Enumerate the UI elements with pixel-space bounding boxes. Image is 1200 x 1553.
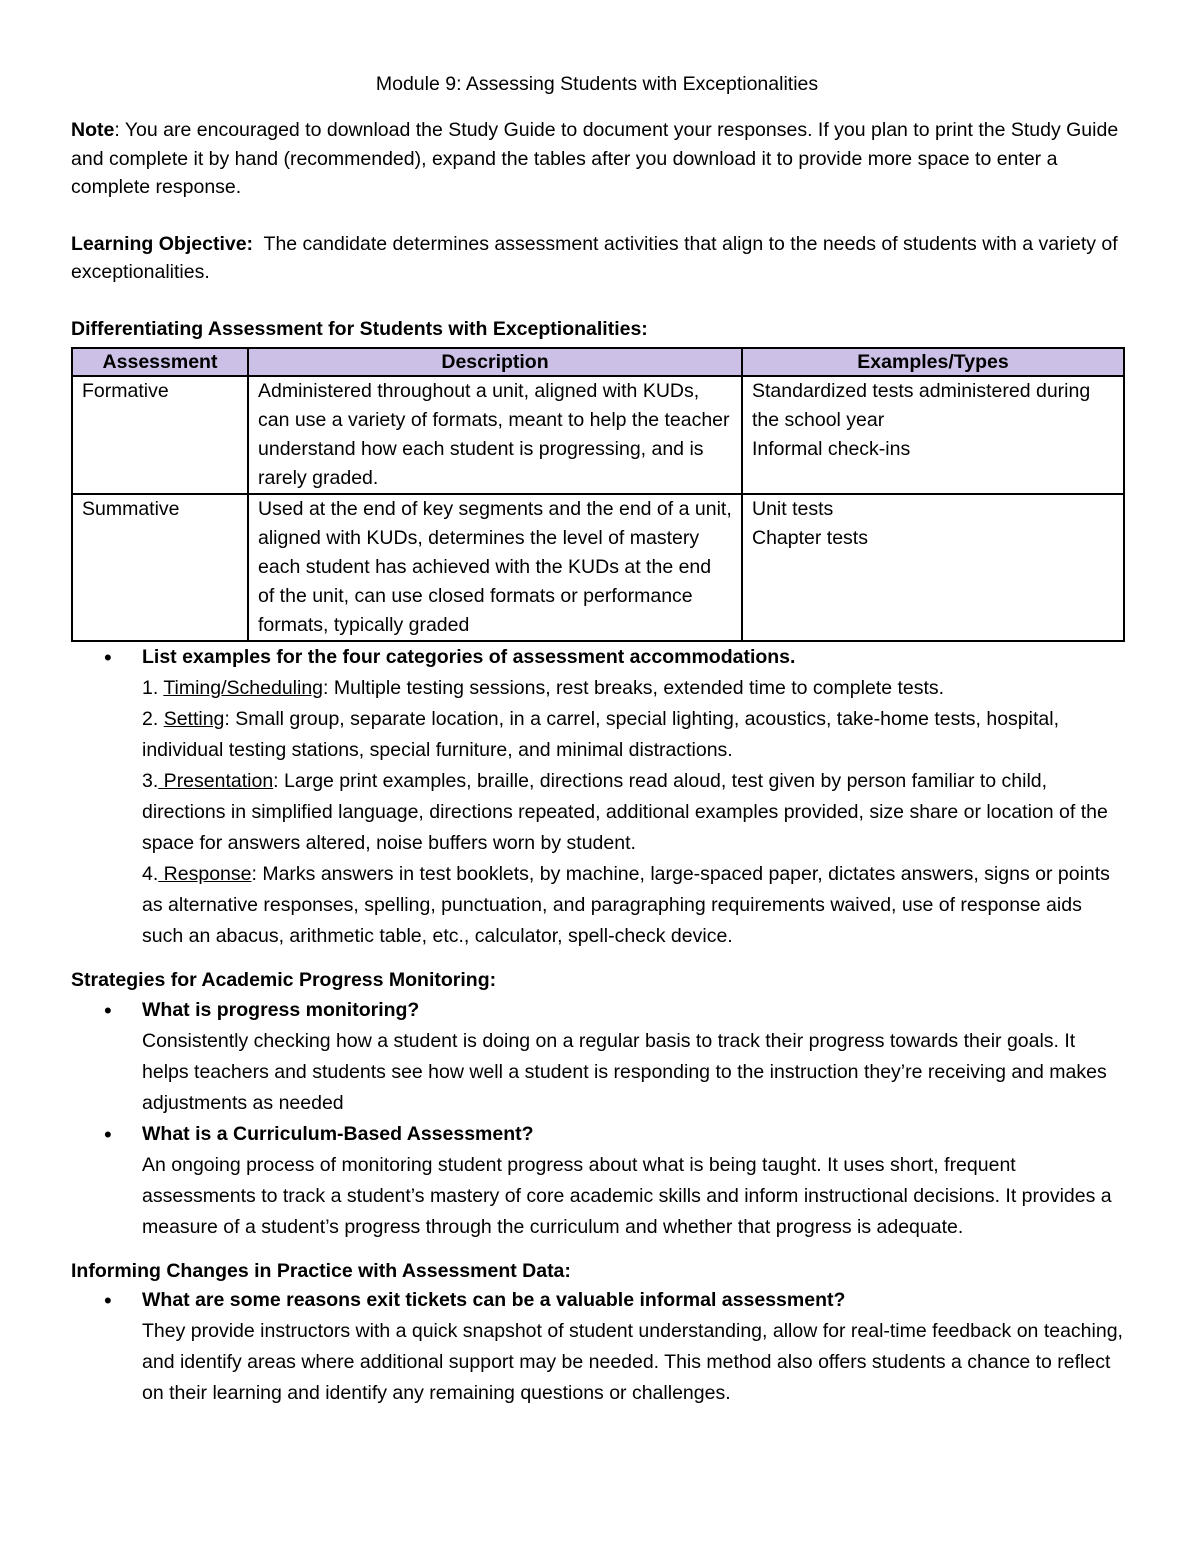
item-label: Presentation xyxy=(158,770,274,792)
item-text: : Large print examples, braille, directions read aloud, test given by person familiar to child, directions in simplified language, directions repeated, additional examples provided, size share or location of the space for answers altered, noise buffers worn by student. xyxy=(142,770,1108,854)
question: What is a Curriculum-Based Assessment? xyxy=(142,1122,534,1145)
item-label: Setting xyxy=(163,708,225,730)
list-item xyxy=(71,1119,1123,1243)
question: What are some reasons exit tickets can be a valuable informal assessment? xyxy=(142,1289,846,1311)
accommodations-question: List examples for the four categories of assessment accommodations. xyxy=(142,646,796,668)
accommodations-list xyxy=(71,642,1123,673)
item-text: : Marks answers in test booklets, by machine, large-spaced paper, dictates answers, signs or points as alternative responses, spelling, punctuation, and paragraphing requirements waived, use of response aids such an abacus, arithmetic table, etc., calculator, spell-check device. xyxy=(142,863,1110,947)
note-text: : You are encouraged to download the Study Guide to document your responses. If you plan to print the Study Guide and complete it by hand (recommended), expand the tables after you download it to provide more space to enter a complete response. xyxy=(71,119,1119,198)
progress-monitoring-list xyxy=(71,995,1123,1243)
header-description: Description xyxy=(248,348,742,376)
item-label: Timing/Scheduling xyxy=(163,677,324,699)
item-number: 2. xyxy=(142,708,164,730)
item-number: 3. xyxy=(142,770,159,792)
item-number: 1. xyxy=(142,677,164,699)
cell-description: Used at the end of key segments and the end of a unit, aligned with KUDs, determines the level of mastery each student has achieved with the KUDs at the end of the unit, can use closed formats or performance formats, typically graded xyxy=(248,494,742,641)
answer: They provide instructors with a quick snapshot of student understanding, allow for real-time feedback on teaching, and identify areas where additional support may be needed. This method also offers students a chance to reflect on their learning and identify any remaining questions or challenges. xyxy=(142,1320,1123,1404)
answer: Consistently checking how a student is doing on a regular basis to track their progress towards their goals. It helps teachers and students see how well a student is responding to the instruction they’re receiving and makes adjustments as needed xyxy=(142,1029,1107,1114)
section-heading-informing-changes: Informing Changes in Practice with Assessment Data: xyxy=(71,1259,571,1282)
table-header-row xyxy=(72,348,1124,376)
page-title: Module 9: Assessing Students with Exceptionalities xyxy=(375,73,819,95)
section-heading-progress-monitoring: Strategies for Academic Progress Monitoring: xyxy=(71,969,497,991)
table-row xyxy=(72,494,1124,641)
item-text: : Small group, separate location, in a carrel, special lighting, acoustics, take-home tests, hospital, individual testing stations, special furniture, and minimal distractions. xyxy=(142,708,1059,761)
informing-changes-list xyxy=(71,1285,1123,1409)
list-item xyxy=(71,995,1123,1119)
cell-examples xyxy=(742,376,1124,494)
note-paragraph xyxy=(71,116,1123,202)
cell-examples xyxy=(742,494,1124,641)
example-item: Standardized tests administered during the school year xyxy=(752,380,1091,431)
item-text: : Multiple testing sessions, rest breaks, extended time to complete tests. xyxy=(323,677,945,699)
cell-assessment: Summative xyxy=(72,494,248,641)
accommodation-items xyxy=(71,673,1123,952)
accommodation-item xyxy=(71,766,1123,859)
list-item xyxy=(71,1285,1123,1409)
question: What is progress monitoring? xyxy=(142,998,420,1021)
learning-objective xyxy=(71,230,1123,287)
accommodation-item xyxy=(71,859,1123,952)
document-page xyxy=(71,70,1123,1409)
accommodation-item xyxy=(71,704,1123,766)
cell-assessment: Formative xyxy=(72,376,248,494)
objective-label: Learning Objective: xyxy=(71,232,254,255)
table-row xyxy=(72,376,1124,494)
objective-text: The candidate determines assessment activities that align to the needs of students with a variety of exceptionalities. xyxy=(71,232,1124,283)
item-label: Response xyxy=(158,863,252,885)
cell-description: Administered throughout a unit, aligned with KUDs, can use a variety of formats, meant to help the teacher understand how each student is progressing, and is rarely graded. xyxy=(248,376,742,494)
header-examples: Examples/Types xyxy=(742,348,1124,376)
note-label: Note xyxy=(71,119,115,141)
section-heading-differentiating: Differentiating Assessment for Students with Exceptionalities: xyxy=(71,317,648,340)
item-number: 4. xyxy=(142,863,159,885)
accommodation-item xyxy=(71,673,1123,704)
example-item: Unit tests xyxy=(752,498,834,520)
header-assessment: Assessment xyxy=(72,348,248,376)
answer: An ongoing process of monitoring student progress about what is being taught. It uses short, frequent assessments to track a student’s mastery of core academic skills and inform instructional decisions. It provides a measure of a student’s progress through the curriculum and whether that progress is adequate. xyxy=(142,1153,1112,1238)
assessment-table xyxy=(71,347,1125,642)
list-item xyxy=(71,642,1123,673)
example-item: Chapter tests xyxy=(752,527,868,549)
example-item: Informal check-ins xyxy=(752,438,911,460)
